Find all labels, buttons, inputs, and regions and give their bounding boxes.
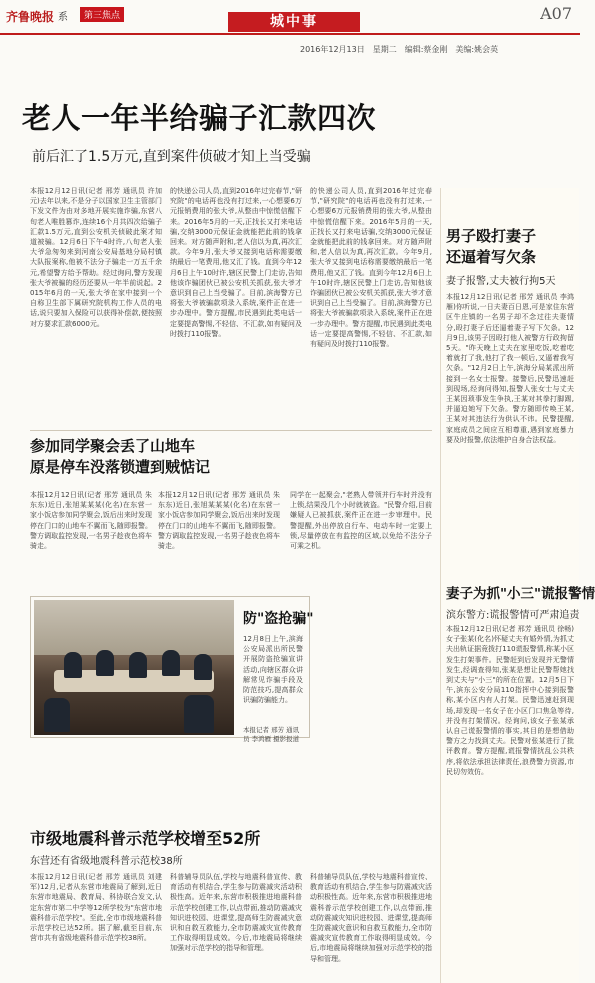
photo-person [194, 654, 212, 680]
photo-person [162, 650, 180, 676]
article2-column-2: 本报12月12日讯(记者 邢芳 通讯员 朱东东)近日,张旭某某某(化名)在东营一家小饭店参加同学聚会,饭后出来时发现停在门口的山地车不翼而飞,随即报警。警方调取监控发现,一名男子趁夜色将车骑走。 [158, 491, 280, 551]
sidebar-article2-body: 本报12月12日讯(记者 邢芳 通讯员 徐畅)女子张某(化名)怀疑丈夫有婚外情,为抓丈夫出轨证据竟拨打110谎报警情,称某小区发生打架事件。民警赶到后发现并无警情发生,经调查得知,张某是想让民警帮她找到丈夫与"小三"的所在位置。12月5日下午,滨东公安分局110指挥中心接到报警称,某小区内有人打架。民警迅速赶到现场,却发现一名女子在小区门口焦急等待,并没有打架情况。经询问,该女子张某承认自己谎报警情的事实,其目的是想借助警方之力找到丈夫。民警对张某进行了批评教育。警方提醒,谎报警情扰乱公共秩序,将依法承担法律责任,浪费警力资源,市民切勿效仿。 [446, 625, 574, 776]
photo-caption [243, 608, 314, 744]
edition-tag: 第三焦点 [80, 7, 124, 22]
header-rule [0, 33, 580, 35]
photo-title: 防"盗抢骗" [243, 611, 314, 627]
sidebar-article2-headline: 妻子为抓"小三"谎报警情 [446, 586, 595, 602]
article3-subheadline: 东营还有省级地震科普示范校38所 [30, 856, 183, 867]
meeting-photo [34, 600, 234, 735]
page-number: A07 [540, 4, 572, 23]
divider [30, 430, 432, 431]
article3-column-1: 本报12月12日讯(记者 邢芳 通讯员 刘建军)12月,记者从东营市地震局了解到,近日东营市地震局、教育局、科协联合发文,认定东营市第二中学等12所学校为"东营市地震科普示范学校"。至此,全市市级地震科普示范学校已达52所。据了解,截至目前,东营市共有省级地震科普示范学校38所。 [30, 873, 162, 943]
series-label: 系 [58, 12, 68, 23]
sidebar-article1-body: 本报12月12日讯(记者 邢芳 通讯员 李鸿雁)你听说,一日夫妻百日恩,可是家住东营区牛庄镇的一名男子却不念过往夫妻情分,殴打妻子后还逼着妻子写下欠条。12月9日,该男子因殴打他人被警方行政拘留5天。"昨天晚上丈夫在家里吃饭,吃着吃着就打了我,他打了我一顿后,又逼着我写欠条。"12月2日上午,滨海分局某派出所接到一名女士报警。接警后,民警迅速赶到现场,经询问得知,报警人张女士与丈夫王某因琐事发生争执,王某对其拳打脚踢,并逼迫她写下欠条。警方随即传唤王某,王某对其违法行为供认不讳。民警提醒,家庭成员之间应互相尊重,遇到家庭暴力要及时报警,依法维护自身合法权益。 [446, 293, 574, 444]
newspaper-logo: 齐鲁晚报 [6, 10, 55, 24]
photo-wall [34, 600, 234, 655]
article3-headline: 市级地震科普示范学校增至52所 [30, 829, 261, 848]
dateline: 2016年12月13日 星期二 编辑:蔡金刚 美编:姚会英 [300, 45, 499, 54]
article2-column-3: 同学在一起聚会,"老熟人带领并行车时并没有上锁,结果没几个小时就被盗。"民警介绍,目前嫌疑人已被抓获,案件正在进一步审理中。民警提醒,外出停放自行车、电动车时一定要上锁,尽量停放在有监控的区域,以免给不法分子可乘之机。 [290, 491, 432, 551]
photo-person [129, 652, 147, 678]
photo-person [44, 698, 70, 732]
photo-person [184, 695, 214, 733]
photo-person [64, 652, 82, 678]
photo-person [96, 650, 114, 676]
lead-subheadline: 前后汇了1.5万元,直到案件侦破才知上当受骗 [32, 149, 311, 165]
lead-headline: 老人一年半给骗子汇款四次 [22, 101, 377, 135]
sidebar-article1-headline: 男子殴打妻子 还逼着写欠条 [446, 227, 537, 266]
article3-column-3: 科普辅导员队伍,学校与地震科普宣传、教育活动有机结合,学生参与防震减灾活动积极性高。近年来,东营市积极推进地震科普示范学校创建工作,以点带面,推动防震减灾知识进校园、进课堂,提高师生防震减灾意识和自救互救能力,全市防震减灾宣传教育工作取得明显成效。今后,市地震局将继续加强对示范学校的指导和管理。 [310, 873, 432, 963]
article3-column-2: 科普辅导员队伍,学校与地震科普宣传、教育活动有机结合,学生参与防震减灾活动积极性高。近年来,东营市积极推进地震科普示范学校创建工作,以点带面,推动防震减灾知识进校园、进课堂,提高师生防震减灾意识和自救互救能力,全市防震减灾宣传教育工作取得明显成效。今后,市地震局将继续加强对示范学校的指导和管理。 [170, 873, 302, 953]
lead-column-1: 本报12月12日讯(记者 邢芳 通讯员 许加元)去年以来,不是分子以国家卫生主管部门下发文件为由对多地开展实施诈骗,东营八旬老人唯胜篡诈,连续16个月共四次给骗子汇款1.5万元,直到公安机关侦破此案才知道被骗。12月6日下午4时许,八旬老人张大爷急匆匆来到河南公安局基地分局村镇大队报案称,他被不法分子骗走一万五千余元,希望警方给予帮助。经过询问,警方发现张大爷被骗的经历还要从一年半前说起。2015年6月的一天,张大爷在家中接到一个自称卫生部下属研究院机构工作人员的电话,说只要加入保险可以获得补偿款,便按照对方要求汇款6000元。 [30, 187, 162, 328]
lead-column-3: 的快递公司人员,直到2016年过完春节,"研究院"的电话再也没有打过来,一心想要6万元报销费用的张大爷,从整由中惊慌信醒下来。2016年5月的一天,正找长又打来电话骗,交纳3000元保证金就能把此前的钱拿回来。对方随声附和,老人信以为真,再次汇款。今年9月,张大爷又接到电话称需要缴纳最后一笔费用,他又汇了钱。直到今年12月6日上午10时许,辖区民警上门走访,告知他该诈骗团伙已被公安机关抓获,张大爷才意识到自己上当受骗了。目前,滨海警方已将张大爷被骗款项录入系统,案件正在进一步办理中。警方提醒,市民遇到此类电话一定要提高警惕,不轻信、不汇款,如有疑问及时拨打110报警。 [310, 187, 432, 349]
section-title: 城中事 [228, 12, 360, 32]
article2-headline: 参加同学聚会丢了山地车 原是停车没落锁遭到贼惦记 [30, 437, 211, 476]
photo-text: 12月8日上午,滨海公安局派出所民警开展防盗抢骗宣讲活动,向辖区群众讲解常见诈骗手段及防范技巧,提高群众识骗防骗能力。 [243, 635, 303, 705]
article2-column-1: 本报12月12日讯(记者 邢芳 通讯员 朱东东)近日,张旭某某某(化名)在东营一家小饭店参加同学聚会,饭后出来时发现停在门口的山地车不翼而飞,随即报警。警方调取监控发现,一名男子趁夜色将车骑走。 [30, 491, 152, 551]
sidebar-article2-subheadline: 滨东警方:谎报警情可严肃追责 [446, 610, 580, 621]
lead-column-2: 的快递公司人员,直到2016年过完春节,"研究院"的电话再也没有打过来,一心想要6万元报销费用的张大爷,从整由中惊慌信醒下来。2016年5月的一天,正找长又打来电话骗,交纳3000元保证金就能把此前的钱拿回来。对方随声附和,老人信以为真,再次汇款。今年9月,张大爷又接到电话称需要缴纳最后一笔费用,他又汇了钱。直到今年12月6日上午10时许,辖区民警上门走访,告知他该诈骗团伙已被公安机关抓获,张大爷才意识到自己上当受骗了。目前,滨海警方已将张大爷被骗款项录入系统,案件正在进一步办理中。警方提醒,市民遇到此类电话一定要提高警惕,不轻信、不汇款,如有疑问及时拨打110报警。 [170, 187, 302, 338]
photo-credit: 本报记者 邢芳 通讯员 李鸿雁 摄影报道 [243, 726, 300, 743]
sidebar-article1-subheadline: 妻子报警,丈夫被行拘5天 [446, 276, 556, 287]
